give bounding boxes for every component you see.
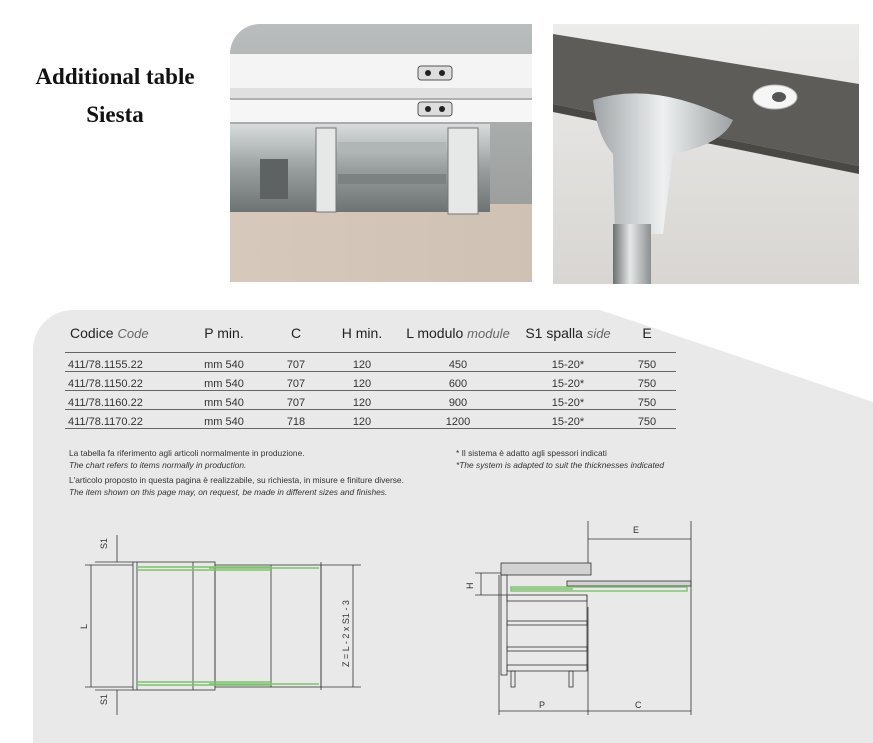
plan-view-drawing [85,535,361,715]
header-e: E [618,318,676,353]
table-row [65,410,676,429]
cell-code: 411/78.1170.22 [65,410,182,429]
rail-mechanism-photo [230,24,532,282]
note-thickness: * Il sistema è adatto agli spessori indicati [456,448,607,458]
table-leg-photo [553,24,859,284]
cell-s1: 15-20* [518,372,618,391]
label-z: Z = L - 2 x S1 - 3 [341,600,351,667]
label-p: P [539,700,546,710]
cell-e: 750 [618,391,676,410]
cell-p-min: mm 540 [182,391,266,410]
cell-p-min: mm 540 [182,372,266,391]
label-l: L [79,623,89,629]
cell-h-min: 120 [326,410,398,429]
table-row [65,372,676,391]
cell-s1: 15-20* [518,391,618,410]
notes-right [456,448,664,471]
note-custom-en: The item shown on this page may, on request, be made in different sizes and finishes. [69,486,388,497]
header-p-min: P min. [182,318,266,353]
spec-header-row [65,318,676,353]
cell-e: 750 [618,353,676,372]
technical-drawings [33,515,733,725]
note-production-en: The chart refers to items normally in production. [69,459,247,470]
plan-view-rails [137,567,319,685]
note-custom: L'articolo proposto in questa pagina è realizzabile, su richiesta, in misure e finiture diverse. [69,475,404,485]
cell-code: 411/78.1150.22 [65,372,182,391]
cell-e: 750 [618,410,676,429]
label-h: H [465,582,475,589]
cell-code: 411/78.1160.22 [65,391,182,410]
title-line-1: Additional table [35,64,195,89]
spec-table [65,318,676,429]
cell-l-module: 450 [398,353,518,372]
header-s1-side: S1 spalla side [518,318,618,353]
side-view-rails [511,587,687,591]
cell-e: 750 [618,372,676,391]
header-code: Codice Code [65,318,182,353]
cell-c: 718 [266,410,326,429]
side-view-drawing [475,521,691,715]
cell-l-module: 900 [398,391,518,410]
cell-s1: 15-20* [518,410,618,429]
label-s1-top: S1 [99,537,109,549]
cell-l-module: 1200 [398,410,518,429]
label-e: E [633,525,640,535]
note-production: La tabella fa riferimento agli articoli normalmente in produzione. [69,448,305,458]
cell-h-min: 120 [326,372,398,391]
cell-h-min: 120 [326,391,398,410]
cell-c: 707 [266,353,326,372]
header-h-min: H min. [326,318,398,353]
cell-c: 707 [266,391,326,410]
label-s1-bottom: S1 [99,693,109,705]
label-c: C [635,700,642,710]
header-c: C [266,318,326,353]
cell-p-min: mm 540 [182,410,266,429]
note-thickness-en: *The system is adapted to suit the thicknesses indicated [456,459,665,470]
cell-h-min: 120 [326,353,398,372]
cell-c: 707 [266,372,326,391]
header-l-module: L modulo module [398,318,518,353]
table-row [65,391,676,410]
cell-code: 411/78.1155.22 [65,353,182,372]
notes-left [69,448,404,498]
cell-l-module: 600 [398,372,518,391]
product-title [0,58,230,134]
cell-p-min: mm 540 [182,353,266,372]
table-row [65,353,676,372]
title-line-2: Siesta [86,102,144,127]
cell-s1: 15-20* [518,353,618,372]
